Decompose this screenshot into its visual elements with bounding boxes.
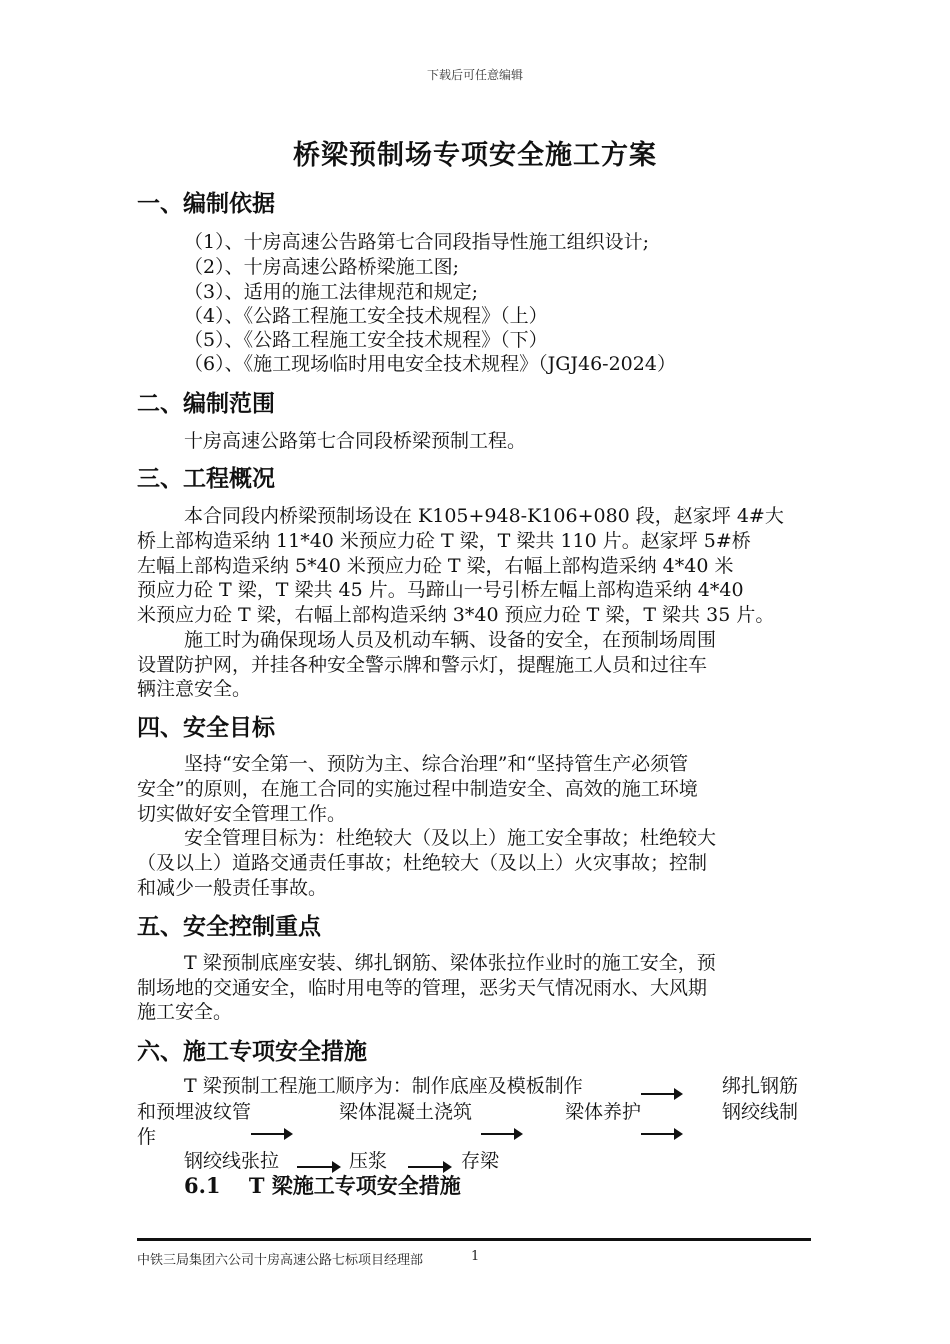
document-title: 桥梁预制场专项安全施工方案 (293, 140, 657, 171)
flow-arrow-icon (408, 1166, 450, 1168)
flow-step: 压浆 (349, 1150, 388, 1172)
basis-item-2: （2）、十房高速公路桥梁施工图; (184, 256, 459, 278)
overview-line: 本合同段内桥梁预制场设在 K105+948-K106+080 段，赵家坪 4#大 (184, 505, 784, 527)
overview-line: 辆注意安全。 (137, 678, 252, 700)
footer-text: 中铁三局集团六公司十房高速公路七标项目经理部 (137, 1253, 424, 1268)
scope-text: 十房高速公路第七合同段桥梁预制工程。 (184, 430, 527, 452)
goal-line: 切实做好安全管理工作。 (137, 803, 347, 825)
flow-arrow-icon (641, 1133, 681, 1135)
subsection-6-1-heading: 6.1 T 梁施工专项安全措施 (184, 1173, 461, 1198)
section-4-heading: 四、安全目标 (137, 714, 275, 741)
goal-line: （及以上）道路交通责任事故；杜绝较大（及以上）火灾事故；控制 (137, 852, 708, 874)
flow-step: 作 (137, 1126, 157, 1148)
basis-item-1: （1）、十房高速公告路第七合同段指导性施工组织设计; (184, 231, 649, 253)
basis-item-3: （3）、适用的施工法律规范和规定; (184, 281, 478, 303)
flow-arrow-icon (481, 1133, 521, 1135)
focus-line: T 梁预制底座安装、绑扎钢筋、梁体张拉作业时的施工安全，预 (184, 952, 716, 974)
footer-rule (137, 1238, 811, 1241)
section-1-heading: 一、编制依据 (137, 190, 275, 217)
basis-item-5: （5）、《公路工程施工安全技术规程》（下） (184, 329, 548, 351)
goal-line: 安全”的原则，在施工合同的实施过程中制造安全、高效的施工环境 (137, 778, 698, 800)
flow-step: 存梁 (461, 1150, 500, 1172)
basis-item-6: （6）、《施工现场临时用电安全技术规程》（JGJ46-2024） (184, 353, 676, 375)
goal-line: 坚持“安全第一、预防为主、综合治理”和“坚持管生产必须管 (184, 753, 689, 775)
flow-step: 梁体混凝土浇筑 (339, 1101, 473, 1123)
basis-item-4: （4）、《公路工程施工安全技术规程》（上） (184, 305, 548, 327)
focus-line: 制场地的交通安全，临时用电等的管理，恶劣天气情况雨水、大风期 (137, 977, 708, 999)
section-3-heading: 三、工程概况 (137, 465, 275, 492)
overview-line: 设置防护网，并挂各种安全警示牌和警示灯，提醒施工人员和过往车 (137, 654, 708, 676)
page-number: 1 (471, 1249, 480, 1264)
flow-step: 和预埋波纹管 (137, 1101, 252, 1123)
overview-line: 桥上部构造采纳 11*40 米预应力砼 T 梁，T 梁共 110 片。赵家坪 5#桥 (137, 530, 751, 552)
section-6-heading: 六、施工专项安全措施 (137, 1038, 367, 1065)
overview-line: 米预应力砼 T 梁，右幅上部构造采纳 3*40 预应力砼 T 梁，T 梁共 35 片。 (137, 604, 775, 626)
focus-line: 施工安全。 (137, 1001, 233, 1023)
flow-arrow-icon (297, 1166, 339, 1168)
flow-step: 梁体养护 (565, 1101, 642, 1123)
overview-line: 施工时为确保现场人员及机动车辆、设备的安全，在预制场周围 (184, 629, 717, 651)
flow-step: 钢绞线制 (722, 1101, 799, 1123)
header-note: 下载后可任意编辑 (426, 68, 523, 82)
flow-intro: T 梁预制工程施工顺序为：制作底座及模板制作 (184, 1075, 583, 1097)
goal-line: 安全管理目标为：杜绝较大（及以上）施工安全事故；杜绝较大 (184, 827, 717, 849)
flow-arrow-icon (251, 1133, 291, 1135)
section-5-heading: 五、安全控制重点 (137, 913, 321, 940)
goal-line: 和减少一般责任事故。 (137, 877, 328, 899)
flow-step: 绑扎钢筋 (722, 1075, 799, 1097)
section-2-heading: 二、编制范围 (137, 390, 275, 417)
overview-line: 预应力砼 T 梁，T 梁共 45 片。马蹄山一号引桥左幅上部构造采纳 4*40 (137, 579, 744, 601)
flow-step: 钢绞线张拉 (184, 1150, 280, 1172)
flow-arrow-icon (641, 1093, 681, 1095)
overview-line: 左幅上部构造采纳 5*40 米预应力砼 T 梁，右幅上部构造采纳 4*40 米 (137, 555, 734, 577)
